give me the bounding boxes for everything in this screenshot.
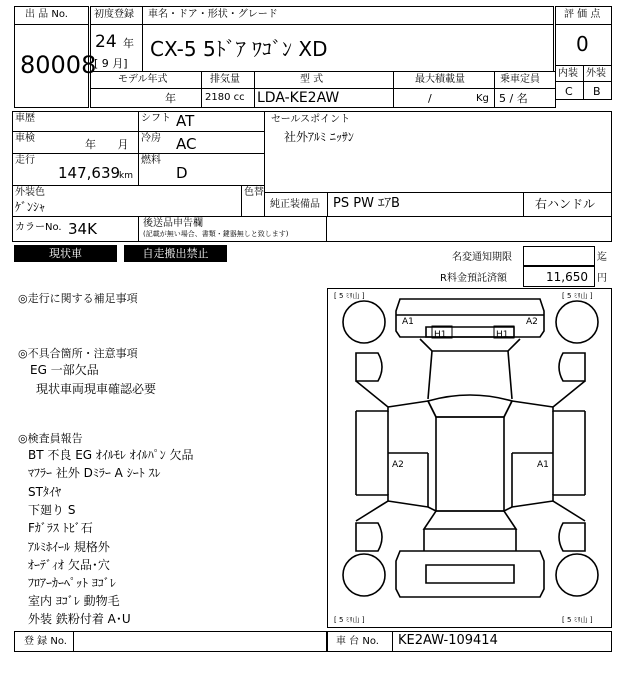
inspection-label: 車検 <box>15 133 35 144</box>
max-load-value: / <box>428 92 432 105</box>
diagram-mark: H1 <box>496 330 509 340</box>
model-year-box <box>90 88 202 108</box>
chassis-label: 車 台 No. <box>336 636 379 647</box>
inspector-line: BT 不良 EG ｵｲﾙﾓﾚ ｵｲﾙﾊﾟﾝ 欠品 <box>28 448 194 462</box>
type-value: LDA-KE2AW <box>257 90 340 106</box>
rating-label: 評 価 点 <box>564 9 601 20</box>
left-side <box>356 353 382 381</box>
first-reg-label: 初度登録 <box>94 9 134 20</box>
name-label: 車名・ドア・形状・グレード <box>148 9 278 20</box>
shift-label: シフト <box>141 113 171 124</box>
name-change-suffix: 迄 <box>597 252 607 263</box>
after-report-sub: (記載が無い場合、書類・鍵器無しと致します) <box>143 230 289 238</box>
right-side <box>559 353 585 381</box>
inspector-line: ﾌﾛｱｰｶｰﾍﾟｯﾄ ﾖｺﾞﾚ <box>28 576 116 590</box>
roof <box>436 417 504 511</box>
max-load-unit: Kg <box>476 93 489 104</box>
recycle-value: 11,650 <box>546 270 588 284</box>
color-change-divider <box>241 185 242 217</box>
name-change-label: 名変通知期限 <box>452 252 512 263</box>
vehicle-diagram <box>327 288 612 628</box>
inspector-heading: ◎検査員報告 <box>18 432 83 445</box>
sales-point-label: セールスポイント <box>271 114 351 125</box>
type-label-box <box>254 71 394 89</box>
tire-depth-label: [ 5 ﾐﾘ山 ] <box>562 292 593 300</box>
mileage-label: 走行 <box>15 155 35 166</box>
tire-front-left <box>343 301 385 343</box>
color-no-value: 34K <box>68 220 97 238</box>
front-bumper <box>396 299 544 337</box>
diagram-mark: A2 <box>392 460 404 470</box>
inspector-line: ｱﾙﾐﾎｲｰﾙ 規格外 <box>28 540 110 554</box>
inspector-line: ﾏﾌﾗｰ 社外 Dﾐﾗｰ A ｼｰﾄ ｽﾚ <box>28 466 161 480</box>
tire-rear-left <box>343 554 385 596</box>
first-reg-month: [ 9 月] <box>94 57 128 70</box>
max-load-label: 最大積載量 <box>415 74 465 85</box>
history-label: 車歴 <box>15 113 35 124</box>
equipment-label: 純正装備品 <box>270 199 320 210</box>
rear-window <box>424 511 516 529</box>
fuel-value: D <box>176 164 188 182</box>
after-report-label: 後送品申告欄 <box>143 218 203 229</box>
inspector-line: ｵｰﾃﾞｨｵ 欠品･穴 <box>28 558 110 572</box>
fuel-label: 燃料 <box>141 155 161 166</box>
exterior-label: 外装 <box>586 68 606 79</box>
equipment-divider <box>327 192 328 217</box>
diagram-mark: A1 <box>537 460 549 470</box>
tire-rear-right <box>556 554 598 596</box>
vehicle-name: CX-5 5ﾄﾞｱ ﾜｺﾞﾝ XD <box>150 37 328 61</box>
recycle-label: R料金預託済額 <box>440 273 507 284</box>
tire-depth-label: [ 5 ﾐﾘ山 ] <box>562 616 593 624</box>
defect-line: 現状車両現車確認必要 <box>36 382 157 396</box>
rear-bumper <box>396 551 544 597</box>
inspector-line: STﾀｲﾔ <box>28 485 61 499</box>
type-label: 型 式 <box>300 74 324 85</box>
defect-line: EG 一部欠品 <box>30 363 99 377</box>
mileage-value: 147,639 <box>58 164 121 182</box>
inspector-line: 外装 鉄粉付着 A･U <box>28 612 131 626</box>
tire-depth-label: [ 5 ﾐﾘ山 ] <box>334 292 365 300</box>
lot-label: 出 品 No. <box>25 9 68 20</box>
mileage-unit: km <box>119 171 133 181</box>
diagram-mark: A1 <box>402 317 414 327</box>
displacement-label: 排気量 <box>210 74 240 85</box>
rating-value: 0 <box>576 32 589 56</box>
sales-point-value: 社外ｱﾙﾐ ﾆｯｻﾝ <box>284 130 354 144</box>
diagram-mark: H1 <box>434 330 447 340</box>
color-no-label: カラーNo. <box>15 222 62 233</box>
inspector-line: 室内 ﾖｺﾞﾚ 動物毛 <box>28 594 120 608</box>
equipment-value: PS PW ｴｱB <box>333 196 400 211</box>
displacement-value: 2180 cc <box>205 92 245 103</box>
color-label: 外装色 <box>15 187 45 198</box>
reg-value-box <box>73 631 327 652</box>
first-reg-year: 24 <box>95 32 117 52</box>
current-vehicle-badge: 現状車 <box>14 245 117 262</box>
shift-value: AT <box>176 112 195 130</box>
after-report-value-box <box>326 216 612 242</box>
inspector-line: 下廻り S <box>28 503 76 517</box>
windshield <box>428 395 512 417</box>
recycle-unit: 円 <box>597 273 607 284</box>
first-reg-year-unit: 年 <box>123 37 134 50</box>
vehicle-outline <box>328 289 611 627</box>
color-box <box>12 185 265 217</box>
ac-value: AC <box>176 135 197 153</box>
name-change-box <box>523 246 595 266</box>
inspector-line: Fｶﾞﾗｽ ﾄﾋﾞ石 <box>28 521 93 535</box>
exterior-value: B <box>593 85 601 98</box>
model-year-label: モデル年式 <box>118 74 168 85</box>
no-self-drive-badge: 自走搬出禁止 <box>124 245 227 262</box>
interior-value: C <box>565 85 573 98</box>
model-year-value: 年 <box>165 92 176 105</box>
tire-front-right <box>556 301 598 343</box>
tire-depth-label: [ 5 ﾐﾘ山 ] <box>334 616 365 624</box>
color-value: ｹﾞﾝｼｬ <box>15 200 46 214</box>
lot-number: 80008 <box>20 51 97 79</box>
capacity-label: 乗車定員 <box>500 74 540 85</box>
interior-label: 内装 <box>558 68 578 79</box>
inspection-value: 年 月 <box>85 138 129 151</box>
driving-heading: ◎走行に関する補足事項 <box>18 292 138 305</box>
defects-heading: ◎不具合箇所・注意事項 <box>18 347 138 360</box>
ac-label: 冷房 <box>141 133 161 144</box>
capacity-value: 5 / 名 <box>499 92 528 105</box>
steering-value: 右ハンドル <box>535 197 596 211</box>
color-change-label: 色替 <box>244 187 264 198</box>
reg-label: 登 録 No. <box>24 636 67 647</box>
rating-divider <box>555 24 612 25</box>
diagram-mark: A2 <box>526 317 538 327</box>
hood <box>420 339 520 351</box>
chassis-value: KE2AW-109414 <box>398 633 498 648</box>
